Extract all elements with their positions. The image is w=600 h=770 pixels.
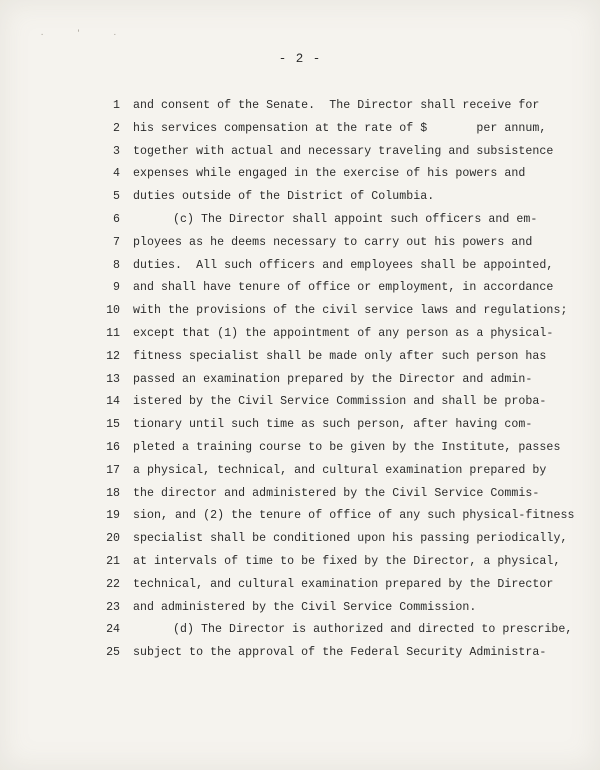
text-line xyxy=(0,532,600,555)
line-text: his services compensation at the rate of $ per annum, xyxy=(133,121,547,135)
text-line xyxy=(0,190,600,213)
line-number: 9 xyxy=(113,281,120,295)
text-line xyxy=(0,167,600,190)
line-text: pleted a training course to be given by the Institute, passes xyxy=(133,440,561,454)
text-line xyxy=(0,441,600,464)
line-text: with the provisions of the civil service laws and regulations; xyxy=(133,304,568,318)
line-text: at intervals of time to be fixed by the Director, a physical, xyxy=(133,554,561,568)
line-number: 16 xyxy=(106,440,120,454)
numbered-text-body xyxy=(0,99,600,669)
text-line xyxy=(0,350,600,373)
text-line xyxy=(0,601,600,624)
line-number: 12 xyxy=(106,349,120,363)
line-text: and administered by the Civil Service Commission. xyxy=(133,600,477,614)
line-text: and shall have tenure of office or employment, in accordance xyxy=(133,281,554,295)
line-text: specialist shall be conditioned upon his passing periodically, xyxy=(133,532,568,546)
page-number: - 2 - xyxy=(278,52,322,66)
line-text: technical, and cultural examination prepared by the Director xyxy=(133,577,554,591)
line-number: 10 xyxy=(106,304,120,318)
line-number: 3 xyxy=(113,144,120,158)
text-line xyxy=(0,646,600,669)
text-line xyxy=(0,578,600,601)
line-number: 1 xyxy=(113,99,120,112)
line-text: subject to the approval of the Federal Security Administra- xyxy=(133,646,547,660)
line-text: expenses while engaged in the exercise of his powers and xyxy=(133,167,526,181)
line-number: 7 xyxy=(113,235,120,249)
text-line xyxy=(0,509,600,532)
text-line xyxy=(0,327,600,350)
line-number: 13 xyxy=(106,372,120,386)
text-line xyxy=(0,555,600,578)
line-text: a physical, technical, and cultural examination prepared by xyxy=(133,463,547,477)
text-line xyxy=(0,259,600,282)
line-number: 6 xyxy=(113,212,120,226)
line-text: tionary until such time as such person, after having com- xyxy=(133,418,533,432)
line-number: 4 xyxy=(113,167,120,181)
line-text: passed an examination prepared by the Director and admin- xyxy=(133,372,533,386)
text-line xyxy=(0,213,600,236)
line-text: duties outside of the District of Columbia. xyxy=(133,190,435,204)
line-text: (c) The Director shall appoint such officers and em- xyxy=(173,212,538,226)
text-line xyxy=(0,281,600,304)
line-number: 11 xyxy=(106,326,120,340)
line-number: 2 xyxy=(113,121,120,135)
text-line xyxy=(0,418,600,441)
line-text: ployees as he deems necessary to carry out his powers and xyxy=(133,235,533,249)
margin-specks: . ' . xyxy=(40,30,132,38)
text-line xyxy=(0,145,600,168)
line-number: 25 xyxy=(106,646,120,660)
line-number: 18 xyxy=(106,486,120,500)
text-line xyxy=(0,464,600,487)
line-number: 14 xyxy=(106,395,120,409)
text-line xyxy=(0,373,600,396)
text-line xyxy=(0,122,600,145)
line-number: 21 xyxy=(106,554,120,568)
line-number: 19 xyxy=(106,509,120,523)
line-number: 24 xyxy=(106,623,120,637)
line-text: except that (1) the appointment of any person as a physical- xyxy=(133,326,554,340)
text-line xyxy=(0,487,600,510)
line-number: 15 xyxy=(106,418,120,432)
line-text: together with actual and necessary traveling and subsistence xyxy=(133,144,554,158)
text-line xyxy=(0,623,600,646)
line-number: 20 xyxy=(106,532,120,546)
line-text: fitness specialist shall be made only after such person has xyxy=(133,349,547,363)
line-text: sion, and (2) the tenure of office of any such physical-fitness xyxy=(133,509,575,523)
text-line xyxy=(0,395,600,418)
line-number: 8 xyxy=(113,258,120,272)
line-number: 22 xyxy=(106,577,120,591)
line-number: 23 xyxy=(106,600,120,614)
text-line xyxy=(0,236,600,259)
line-text: duties. All such officers and employees shall be appointed, xyxy=(133,258,554,272)
line-text: the director and administered by the Civil Service Commis- xyxy=(133,486,540,500)
line-number: 5 xyxy=(113,190,120,204)
line-text: istered by the Civil Service Commission and shall be proba- xyxy=(133,395,547,409)
line-number: 17 xyxy=(106,463,120,477)
text-line xyxy=(0,99,600,122)
text-line xyxy=(0,304,600,327)
line-text: and consent of the Senate. The Director shall receive for xyxy=(133,99,540,112)
line-text: (d) The Director is authorized and directed to prescribe, xyxy=(173,623,573,637)
